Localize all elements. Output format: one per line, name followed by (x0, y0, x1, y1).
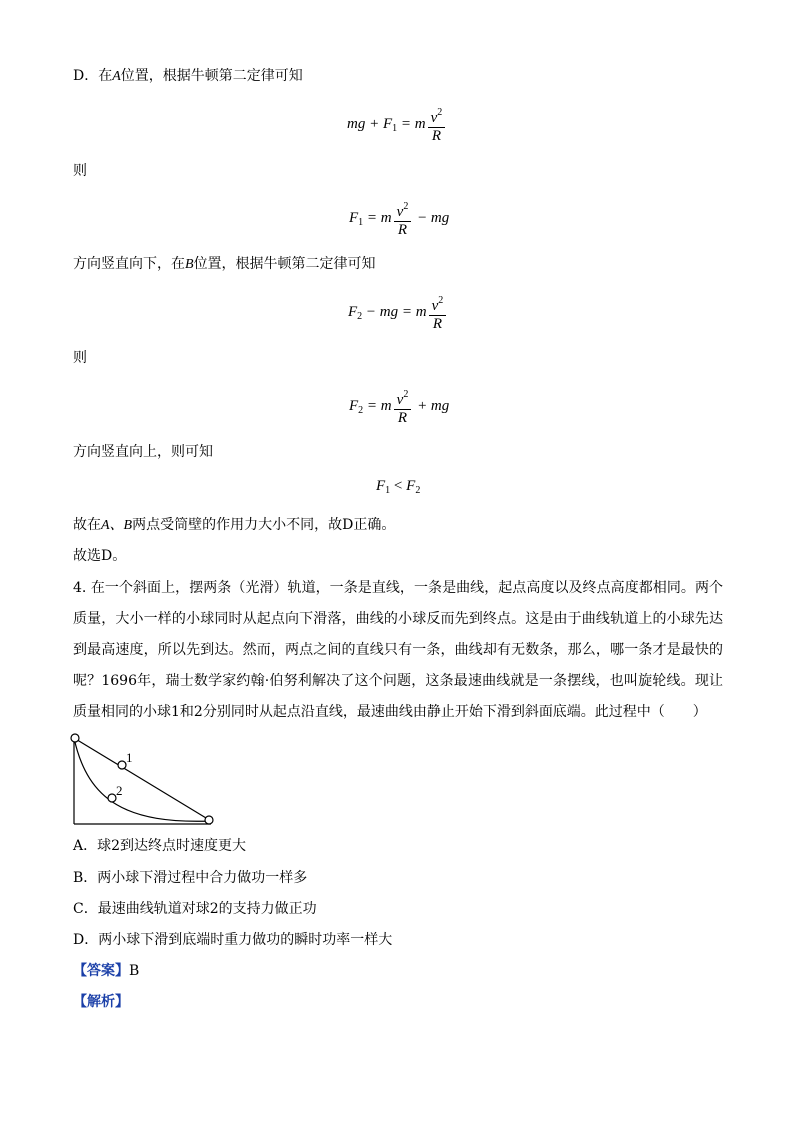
intro-suffix: 位置，根据牛顿第二定律可知 (120, 68, 303, 84)
equation-3 (348, 292, 448, 333)
eq1-fraction (428, 104, 446, 145)
eq4-num: v (396, 392, 404, 408)
eq2-sup: 2 (403, 201, 409, 212)
eq1-num: v (430, 110, 438, 126)
eq2-lhs: F (349, 209, 359, 226)
conclusion-line (73, 515, 395, 536)
eq4-lhs: F (349, 397, 359, 414)
analysis-line (73, 992, 129, 1012)
eq3-sub: 2 (357, 310, 363, 322)
option-c: C．最速曲线轨道对球2的支持力做正功 (73, 901, 317, 917)
eq3-sup: 2 (438, 295, 444, 306)
eq3-num: v (431, 298, 439, 314)
then-2: 则 (73, 350, 87, 366)
eq1-eq: = m (397, 115, 426, 132)
eq1-lhs: mg + F (347, 115, 393, 132)
then-1: 则 (73, 163, 87, 179)
eq1-sup: 2 (437, 107, 443, 118)
option-d: D．两小球下滑到底端时重力做功的瞬时功率一样大 (73, 932, 393, 948)
equation-4 (349, 386, 449, 427)
option-d-intro (73, 66, 303, 87)
equation-2 (349, 198, 449, 239)
choose-line: 故选D。 (73, 548, 127, 564)
eq2-num: v (396, 204, 404, 220)
eq2-tail: − mg (413, 209, 450, 226)
eq1-den: R (431, 128, 442, 144)
eq5-a-sub: 1 (385, 485, 391, 496)
eq4-sup: 2 (403, 389, 409, 400)
eq5-a: F (376, 478, 386, 494)
intro-prefix: D．在 (73, 68, 113, 84)
dir-down-prefix: 方向竖直向下，在 (73, 256, 185, 272)
analysis-label: 【解析】 (73, 994, 129, 1010)
end-point-circle (205, 816, 213, 824)
eq1-sub: 1 (392, 122, 398, 134)
eq3-fraction (429, 292, 447, 333)
equation-1 (347, 104, 447, 145)
option-a: A．球2到达终点时速度更大 (73, 838, 247, 854)
answer-value: B (129, 963, 140, 979)
equation-5 (376, 478, 420, 496)
ball-1 (118, 761, 126, 769)
eq4-den: R (397, 410, 408, 426)
start-point-circle (71, 734, 79, 742)
eq3-mid: − mg = m (362, 303, 427, 320)
answer-label: 【答案】 (73, 963, 129, 979)
eq4-sub: 2 (358, 404, 364, 416)
ball-2 (108, 794, 116, 802)
point-a: A (112, 69, 121, 84)
track-figure (68, 732, 218, 828)
ball-2-label: 2 (116, 783, 123, 798)
conclusion-points: A、B (101, 518, 133, 533)
eq2-sub: 1 (358, 216, 364, 228)
answer-line (73, 961, 139, 981)
eq5-b-sub: 2 (415, 485, 421, 496)
eq2-fraction (394, 198, 412, 239)
option-b: B．两小球下滑过程中合力做功一样多 (73, 870, 308, 886)
point-b: B (185, 257, 194, 272)
direction-up-line: 方向竖直向上，则可知 (73, 444, 213, 460)
question-4-text: 4. 在一个斜面上，摆两条（光滑）轨道，一条是直线，一条是曲线，起点高度以及终点高度都相同。两个质量，大小一样的小球同时从起点向下滑落，曲线的小球反而先到终点。这是由于曲线轨道上的小球先达到最高速度，所以先到达。然而，两点之间的直线只有一条，曲线却有无数条，那么，哪一条才是最快的呢？1696年，瑞士数学家约翰·伯努利解决了这个问题，这条最速曲线就是一条摆线，也叫旋轮线。现让质量相同的小球1和2分别同时从起点沿直线，最速曲线由静止开始下滑到斜面底端。此过程中（ ） (73, 580, 723, 720)
eq5-b: F (406, 478, 416, 494)
eq2-eq: = m (363, 209, 392, 226)
conclusion-prefix: 故在 (73, 517, 101, 533)
eq3-den: R (432, 316, 443, 332)
eq5-op: < (390, 478, 407, 494)
eq4-fraction (394, 386, 412, 427)
eq3-lhs: F (348, 303, 358, 320)
eq2-den: R (397, 222, 408, 238)
eq4-tail: + mg (413, 397, 450, 414)
conclusion-suffix: 两点受筒壁的作用力大小不同，故D正确。 (132, 517, 396, 533)
dir-down-suffix: 位置，根据牛顿第二定律可知 (193, 256, 376, 272)
eq4-eq: = m (363, 397, 392, 414)
straight-track (74, 738, 211, 821)
ball-1-label: 1 (126, 750, 133, 765)
direction-down-line (73, 254, 376, 275)
